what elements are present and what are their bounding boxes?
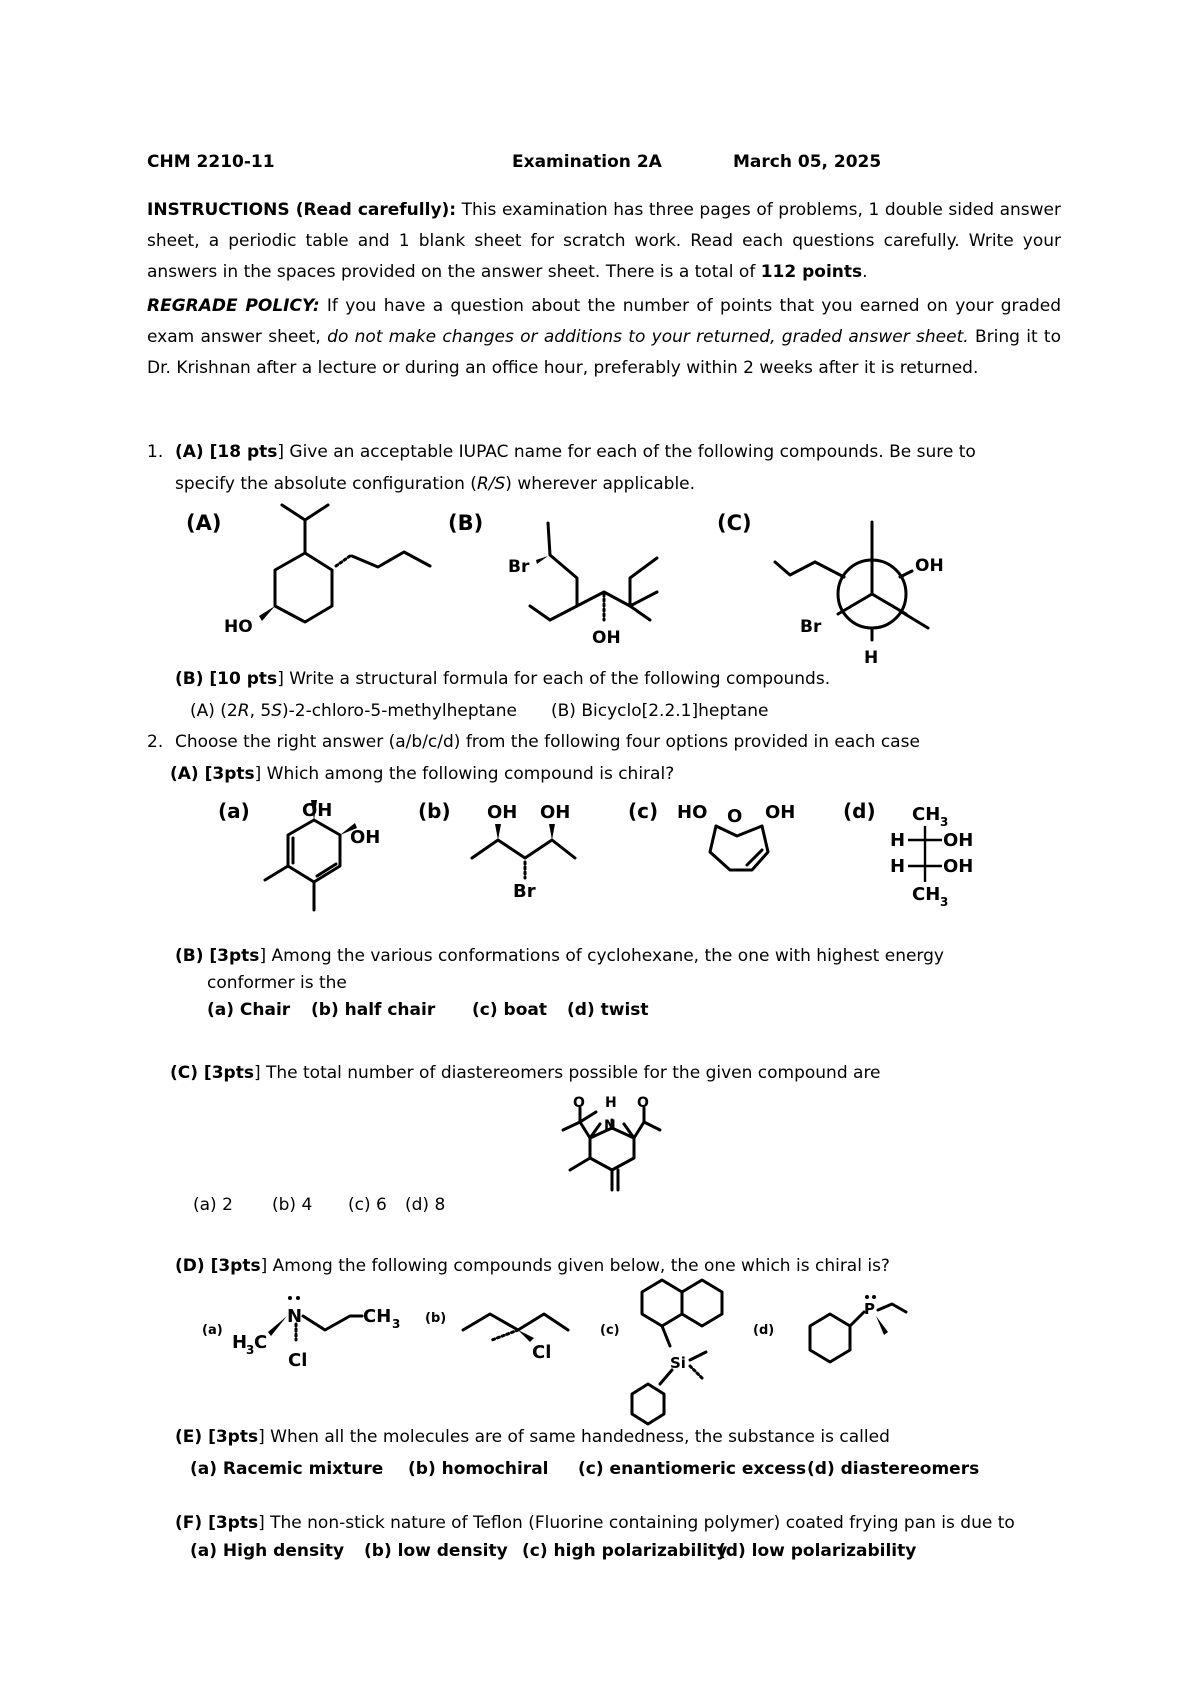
q2d-text: ] Among the following compounds given below, the one which is chiral is?	[260, 1256, 890, 1276]
q2e-head: (E) [3pts	[175, 1427, 259, 1447]
q2a-a-oh2: OH	[350, 827, 381, 848]
q2b-option-c: (c) boat	[472, 1000, 547, 1020]
q2d-a-ch3: CH	[363, 1306, 392, 1327]
regrade-italic: do not make changes or additions to your returned, graded answer sheet.	[327, 327, 969, 347]
atom-oh-c: OH	[915, 556, 944, 576]
q2b-head: (B) [3pts	[175, 946, 260, 966]
q1b-a-s: S	[271, 701, 282, 721]
q2a-text: ] Which among the following compound is chiral?	[254, 764, 675, 784]
q2e-option-b: (b) homochiral	[408, 1459, 549, 1479]
atom-br-b: Br	[508, 557, 530, 577]
q2a-d-sub-bottom: 3	[940, 895, 949, 909]
q2a-b-oh1: OH	[487, 802, 518, 823]
regrade-text-end: Bring it to Dr. Krishnan after a lecture or during an office hour, preferably within 2 weeks after it is returned.	[147, 327, 1061, 378]
q2a-d-sub-top: 3	[940, 815, 949, 829]
q2-number: 2.	[147, 732, 164, 752]
q2d-a-cl: Cl	[288, 1350, 308, 1371]
q2f-option-a: (a) High density	[190, 1541, 345, 1561]
struct-label-a: (A)	[186, 511, 222, 535]
q2a-d-h1: H	[890, 830, 906, 851]
q2a-d-ch3-top: CH	[912, 804, 941, 825]
total-points: 112 points	[760, 262, 863, 282]
q1b-a3: )-2-chloro-5-methylheptane	[281, 701, 517, 721]
q2a-d-ch3-bottom: CH	[912, 884, 941, 905]
q2d-label-c: (c)	[600, 1323, 620, 1338]
atom-h-c: H	[864, 648, 879, 668]
q2a-label-b: (b)	[418, 799, 451, 823]
q2d-d-p: P	[864, 1300, 875, 1318]
q2b-text1: ] Among the various conformations of cyclohexane, the one with highest energy	[259, 946, 944, 966]
q2d-structure-a	[232, 1296, 400, 1371]
q2a-b-oh2: OH	[540, 802, 571, 823]
q1a-rs: R/S	[476, 474, 506, 494]
exam-title: Examination 2A	[512, 152, 662, 172]
exam-date: March 05, 2025	[733, 152, 882, 172]
q2d-a-h3c-h: H	[232, 1332, 248, 1353]
q2d-b-cl: Cl	[532, 1342, 552, 1363]
q2e-text: ] When all the molecules are of same handedness, the substance is called	[258, 1427, 890, 1447]
q2a-c-oh: OH	[765, 802, 796, 823]
atom-oh-b: OH	[592, 628, 621, 648]
q2c-head: (C) [3pts	[170, 1063, 254, 1083]
q2d-head: (D) [3pts	[175, 1256, 261, 1276]
q2a-label-a: (a)	[218, 799, 250, 823]
q2a-c-ho: HO	[677, 802, 708, 823]
q2-intro: Choose the right answer (a/b/c/d) from the following four options provided in each case	[175, 732, 920, 752]
q2c-n: N	[604, 1118, 616, 1134]
q2e-option-c: (c) enantiomeric excess	[578, 1459, 807, 1479]
q2a-head: (A) [3pts	[170, 764, 255, 784]
q1b-text: ] Write a structural formula for each of the following compounds.	[277, 669, 831, 689]
atom-ho: HO	[224, 617, 253, 637]
instructions-end: .	[862, 262, 868, 282]
q2c-o1: O	[573, 1095, 585, 1111]
q2b-option-b: (b) half chair	[311, 1000, 436, 1020]
q2c-option-c: (c) 6	[348, 1195, 387, 1215]
q2a-label-d: (d)	[843, 799, 876, 823]
instructions-text: This examination has three pages of problems, 1 double sided answer sheet, a periodic table and 1 blank sheet for scratch work. Read each questions carefully. Write your answers in the spaces provided on the answer sheet. There is a total of	[147, 200, 1061, 282]
q1b-a-r: R	[237, 701, 250, 721]
q2d-label-d: (d)	[753, 1323, 775, 1338]
q1b-head: (B) [10 pts	[175, 669, 278, 689]
q1-number: 1.	[147, 442, 164, 462]
q2c-h: H	[605, 1095, 617, 1111]
q2e-prompt	[175, 1427, 890, 1447]
course-code: CHM 2210-11	[147, 152, 275, 172]
q2a-d-oh1: OH	[943, 830, 974, 851]
q2c-option-d: (d) 8	[405, 1195, 446, 1215]
q2c-o2: O	[637, 1095, 649, 1111]
struct-label-b: (B)	[448, 511, 484, 535]
q2a-a-oh1: OH	[302, 800, 333, 821]
q2c-text: ] The total number of diastereomers possible for the given compound are	[253, 1063, 881, 1083]
q2d-structure-b	[463, 1314, 568, 1363]
q2d-label-a: (a)	[202, 1323, 223, 1338]
regrade-label: REGRADE POLICY:	[147, 296, 320, 316]
q1a-text3: ) wherever applicable.	[505, 474, 696, 494]
q2d-structure-c	[632, 1280, 722, 1424]
q2e-option-d: (d) diastereomers	[807, 1459, 980, 1479]
q2b-prompt-line2: conformer is the	[207, 973, 347, 993]
q2b-option-d: (d) twist	[567, 1000, 649, 1020]
q2a-d-h2: H	[890, 856, 906, 877]
q2a-label-c: (c)	[628, 799, 659, 823]
q1b-a1: (A) (2	[190, 701, 238, 721]
q2d-a-sub2: 3	[246, 1343, 255, 1357]
q2f-head: (F) [3pts	[175, 1513, 259, 1533]
q2d-c-si: Si	[670, 1354, 686, 1372]
q2f-text: ] The non-stick nature of Teflon (Fluorine containing polymer) coated frying pan is due to	[258, 1513, 1015, 1533]
q2d-a-h3c-c: C	[254, 1332, 268, 1353]
q2d-a-n: N	[287, 1306, 303, 1327]
q2d-a-sub1: 3	[392, 1317, 401, 1331]
q2d-label-b: (b)	[425, 1311, 447, 1326]
atom-br-c: Br	[800, 617, 822, 637]
q2a-d-oh2: OH	[943, 856, 974, 877]
q2a-c-o: O	[727, 806, 743, 827]
q2e-option-a: (a) Racemic mixture	[190, 1459, 384, 1479]
q2c-option-b: (b) 4	[272, 1195, 313, 1215]
q2b-option-a: (a) Chair	[207, 1000, 291, 1020]
q2f-option-c: (c) high polarizability	[522, 1541, 728, 1561]
q1a-text: ] Give an acceptable IUPAC name for each of the following compounds. Be sure to	[277, 442, 976, 462]
q1a-head: (A) [18 pts	[175, 442, 278, 462]
q2f-option-b: (b) low density	[364, 1541, 508, 1561]
q2d-structure-d	[810, 1295, 906, 1362]
struct-label-c: (C)	[717, 511, 752, 535]
instructions-label: INSTRUCTIONS (Read carefully):	[147, 200, 457, 220]
q1b-a2: , 5	[249, 701, 272, 721]
q1b-option-b: (B) Bicyclo[2.2.1]heptane	[551, 701, 769, 721]
q2f-prompt	[175, 1513, 1015, 1533]
q2a-b-br: Br	[513, 881, 536, 902]
regrade-text: If you have a question about the number of points that you earned on your graded exam answer sheet,	[147, 296, 1061, 347]
q2c-option-a: (a) 2	[193, 1195, 233, 1215]
q2f-option-d: (d) low polarizability	[718, 1541, 917, 1561]
q1a-text2: specify the absolute configuration (	[175, 474, 477, 494]
